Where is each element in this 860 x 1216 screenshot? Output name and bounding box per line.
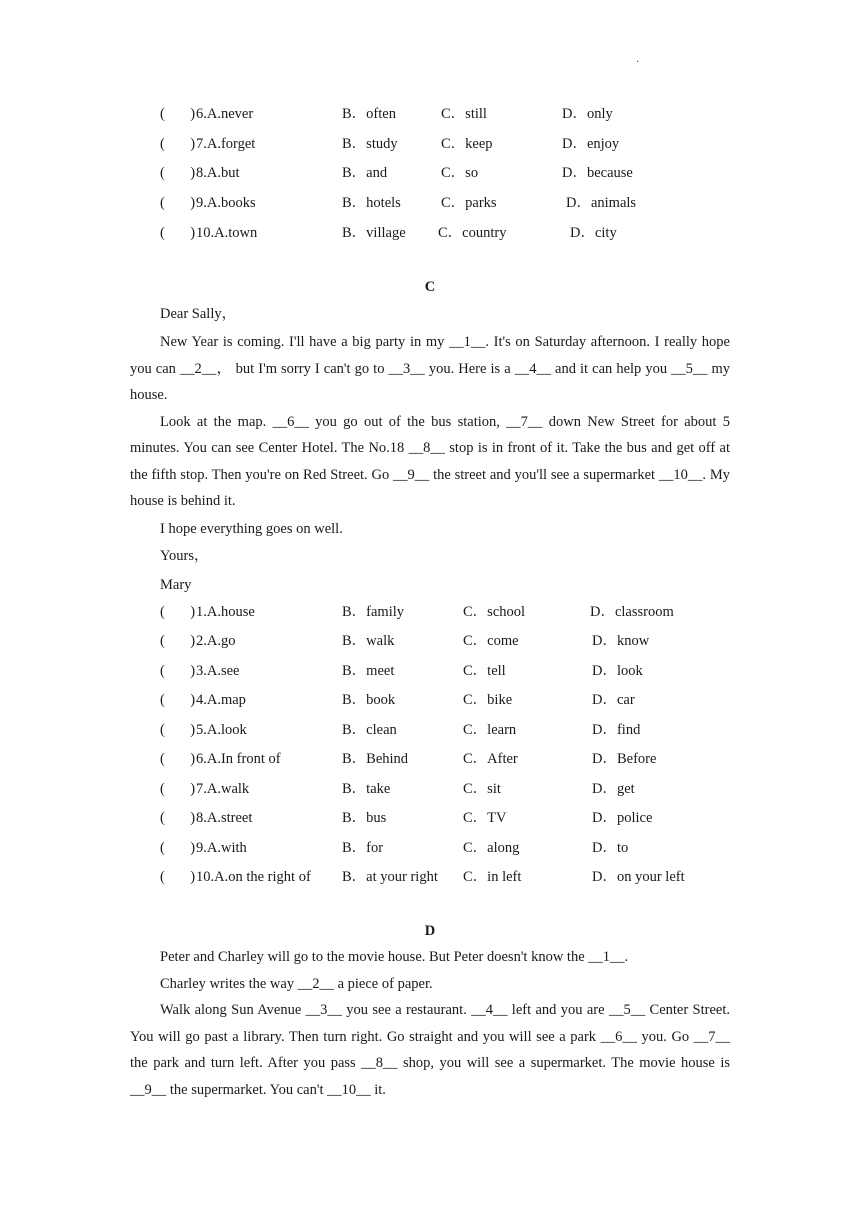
question-row (0, 194, 860, 212)
option-c: C．come (463, 633, 519, 649)
question-row (0, 603, 860, 621)
section-title: D (424, 923, 436, 939)
blank-9[interactable]: __9__ (393, 466, 430, 483)
option-b: B．meet (342, 663, 395, 679)
letter-signature: Mary (160, 577, 192, 593)
text: . My house is behind it. (130, 466, 730, 509)
option-a: 9.A.books (196, 195, 256, 211)
option-d: D．city (570, 225, 617, 241)
blank-7[interactable]: __7__ (693, 1028, 730, 1045)
text: Peter and Charley will go to the movie house. But Peter doesn't know the (160, 949, 589, 965)
answer-bracket[interactable]: ( ) (160, 722, 196, 738)
option-a: 8.A.street (196, 810, 253, 826)
option-c: C．bike (463, 692, 513, 708)
answer-bracket[interactable]: ( ) (160, 751, 196, 767)
text: ， but I'm sorry I can't go to (216, 360, 389, 377)
question-row (0, 809, 860, 827)
option-c: C．country (438, 225, 507, 241)
blank-10[interactable]: __10__ (658, 466, 703, 483)
option-b: B．and (342, 165, 388, 181)
option-a: 10.A.town (196, 225, 258, 241)
text: a piece of paper. (333, 975, 433, 992)
option-d: D．get (592, 781, 635, 797)
text: New Year is coming. I'll have a big party in my (160, 334, 450, 350)
option-d: D．to (592, 840, 629, 856)
blank-1[interactable]: __1__ (449, 334, 486, 350)
answer-bracket[interactable]: ( ) (160, 869, 196, 885)
answer-bracket[interactable]: ( ) (160, 663, 196, 679)
option-b: B．Behind (342, 751, 409, 767)
option-d: D．car (592, 692, 635, 708)
question-row (0, 164, 860, 182)
blank-8[interactable]: __8__ (408, 440, 445, 456)
answer-bracket[interactable]: ( ) (160, 604, 196, 620)
blank-4[interactable]: __4__ (471, 1002, 508, 1018)
letter-body (130, 329, 730, 515)
text: it. (370, 1081, 386, 1098)
text: down New Street for about 5 minutes. You can see Center Hotel. The No.18 (130, 413, 730, 456)
option-d: D．Before (592, 751, 657, 767)
text: . It's on Saturday afternoon. I really hope you can (130, 334, 730, 377)
text: the street and you'll see a supermarket (429, 466, 659, 483)
option-d: D．because (562, 165, 633, 181)
option-d: D．know (592, 633, 650, 649)
option-c: C．school (463, 604, 526, 620)
blank-5[interactable]: __5__ (608, 1002, 646, 1018)
question-row (0, 868, 860, 886)
answer-bracket[interactable]: ( ) (160, 810, 196, 826)
text: you go out of the bus station, (308, 413, 507, 430)
blank-1[interactable]: __1__ (588, 949, 625, 965)
option-a: 1.A.house (196, 604, 255, 620)
option-b: B．village (342, 225, 406, 241)
question-row (0, 780, 860, 798)
text: Walk along Sun Avenue (160, 1002, 306, 1018)
option-d: D．look (592, 663, 643, 679)
option-a: 7.A.forget (196, 136, 256, 152)
answer-bracket[interactable]: ( ) (160, 692, 196, 708)
option-c: C．learn (463, 722, 517, 738)
option-a: 4.A.map (196, 692, 246, 708)
text: my house. (130, 360, 730, 403)
blank-6[interactable]: __6__ (600, 1028, 637, 1045)
letter-greeting: Dear Sally， (160, 306, 237, 322)
blank-5[interactable]: __5__ (671, 360, 708, 377)
option-c: C．TV (463, 810, 507, 826)
blank-3[interactable]: __3__ (305, 1002, 342, 1018)
option-c: C．still (441, 106, 487, 122)
question-row (0, 750, 860, 768)
option-b: B．at your right (342, 869, 438, 885)
text: shop, you will see a supermarket. The movie house is (397, 1055, 730, 1071)
question-row (0, 721, 860, 739)
blank-7[interactable]: __7__ (506, 413, 543, 430)
question-row (0, 662, 860, 680)
option-a: 5.A.look (196, 722, 247, 738)
question-row (0, 839, 860, 857)
letter-sign-off: Yours， (160, 548, 209, 564)
option-a: 6.A.never (196, 106, 254, 122)
blank-10[interactable]: __10__ (327, 1081, 371, 1098)
section-title: C (424, 279, 436, 295)
option-d: D．on your left (592, 869, 685, 885)
text: the supermarket. You can't (166, 1081, 328, 1098)
answer-bracket[interactable]: ( ) (160, 136, 196, 152)
blank-2[interactable]: __2__ (180, 360, 217, 377)
answer-bracket[interactable]: ( ) (160, 225, 196, 241)
blank-2[interactable]: __2__ (297, 975, 334, 992)
text: the park and turn left. After you pass (130, 1055, 362, 1071)
option-c: C．in left (463, 869, 522, 885)
answer-bracket[interactable]: ( ) (160, 781, 196, 797)
text: left and you are (507, 1002, 609, 1018)
option-d: D．find (592, 722, 641, 738)
blank-3[interactable]: __3__ (388, 360, 425, 377)
option-a: 9.A.with (196, 840, 247, 856)
option-a: 7.A.walk (196, 781, 250, 797)
option-c: C．tell (463, 663, 506, 679)
option-b: B．for (342, 840, 384, 856)
text: Look at the map. (160, 413, 273, 430)
question-row (0, 224, 860, 242)
option-b: B．walk (342, 633, 395, 649)
blank-8[interactable]: __8__ (361, 1055, 398, 1071)
text: . (624, 949, 629, 965)
answer-bracket[interactable]: ( ) (160, 840, 196, 856)
option-c: C．parks (441, 195, 497, 211)
option-c: C．After (463, 751, 518, 767)
text: stop is in front of it. Take the bus and get off at the fifth stop. Then you're on Red Street. Go (130, 440, 731, 483)
text: you see a restaurant. (341, 1002, 472, 1018)
option-b: B．hotels (342, 195, 401, 211)
text: Charley writes the way (160, 975, 298, 992)
answer-bracket[interactable]: ( ) (160, 195, 196, 211)
blank-4[interactable]: __4__ (514, 360, 551, 377)
option-c: C．along (463, 840, 520, 856)
text: you. Here is a (424, 360, 515, 377)
option-c: C．sit (463, 781, 501, 797)
paragraph (130, 971, 730, 998)
option-d: D．only (562, 106, 613, 122)
letter-closing-line: I hope everything goes on well. (160, 521, 343, 537)
option-c: C．so (441, 165, 479, 181)
option-d: D．enjoy (562, 136, 620, 152)
text: Center Street. You will go past a library. Then turn right. Go straight and you will see a park (130, 1002, 730, 1045)
option-a: 8.A.but (196, 165, 240, 181)
header-mark: · (636, 57, 640, 68)
option-a: 2.A.go (196, 633, 236, 649)
option-a: 6.A.In front of (196, 751, 281, 767)
text: and it can help you (550, 360, 672, 377)
paragraph (130, 409, 730, 515)
answer-bracket[interactable]: ( ) (160, 165, 196, 181)
option-b: B．often (342, 106, 396, 122)
option-a: 10.A.on the right of (196, 869, 311, 885)
option-d: D．animals (566, 195, 637, 211)
option-b: B．family (342, 604, 405, 620)
question-row (0, 691, 860, 709)
option-d: D．classroom (590, 604, 674, 620)
paragraph (130, 329, 730, 409)
answer-bracket[interactable]: ( ) (160, 106, 196, 122)
option-c: C．keep (441, 136, 493, 152)
option-b: B．study (342, 136, 398, 152)
option-d: D．police (592, 810, 653, 826)
option-a: 3.A.see (196, 663, 240, 679)
passage-body (130, 944, 730, 1103)
option-b: B．book (342, 692, 396, 708)
question-row (0, 632, 860, 650)
blank-9[interactable]: __9__ (130, 1081, 167, 1098)
option-b: B．clean (342, 722, 397, 738)
paragraph (130, 997, 730, 1103)
answer-bracket[interactable]: ( ) (160, 633, 196, 649)
blank-6[interactable]: __6__ (272, 413, 309, 430)
text: you. Go (636, 1028, 694, 1045)
paragraph (130, 944, 730, 971)
question-row (0, 105, 860, 123)
question-row (0, 135, 860, 153)
option-b: B．take (342, 781, 391, 797)
option-b: B．bus (342, 810, 387, 826)
